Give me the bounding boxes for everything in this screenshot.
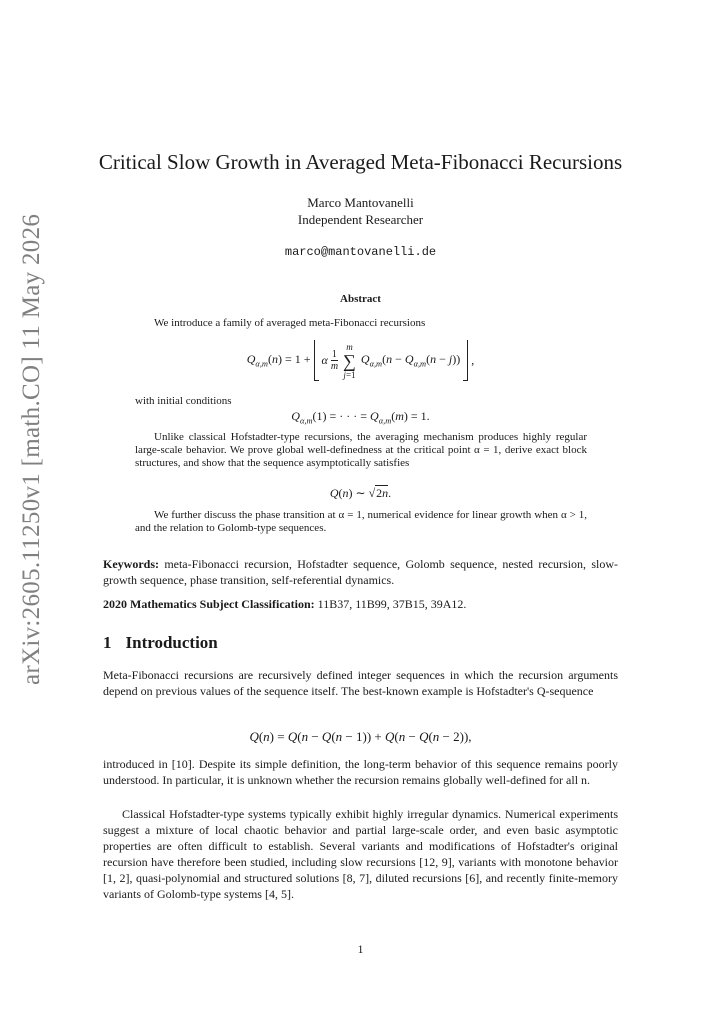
paper-title: Critical Slow Growth in Averaged Meta-Fibonacci Recursions <box>98 150 623 174</box>
msc-text: 11B37, 11B99, 37B15, 39A12. <box>317 597 467 611</box>
intro-paragraph-2: introduced in [10]. Despite its simple definition, the long-term behavior of this sequence remains poorly understood. In particular, it is unknown whether the recursion remains globally well-defined for all n. <box>103 757 618 787</box>
initial-conditions-equation: $Q_{\alpha,m}(1)$ = · · · = $Q_{\alpha,m}(m) = 1$. <box>291 409 430 426</box>
msc-classification <box>103 596 618 612</box>
author-affiliation: Independent Researcher <box>297 212 424 227</box>
section-number: 1 <box>103 633 112 652</box>
section-title: Introduction <box>125 633 218 652</box>
abstract-heading: Abstract <box>340 293 381 305</box>
intro-paragraph-3: Classical Hofstadter-type systems typically exhibit highly irregular dynamics. Numerical experiments suggest a mixture of local chaotic behavior and partial large-scale order, and even basic asymptotic properties are often difficult to establish. Several variants and modifications of Hofstadter's original recursion have therefore been studied, including slow recursions [12, 9], variants with monotone behavior [1, 2], quasi-polynomial and structured solutions [8, 7], diluted recursions [6], and recently finite-memory variants of Golomb-type systems [4, 5]. <box>103 807 618 901</box>
floor-right-bracket <box>463 340 468 381</box>
msc-label: 2020 Mathematics Subject Classification: <box>103 597 315 611</box>
keywords-text: meta-Fibonacci recursion, Hofstadter sequence, Golomb sequence, nested recursion, slow-growth sequence, phase transition, self-referential dynamics. <box>103 557 618 587</box>
arxiv-identifier: arXiv:2605.11250v1 [math.CO] 11 May 2026 <box>18 213 45 685</box>
intro-paragraph-1: Meta-Fibonacci recursions are recursively defined integer sequences in which the recursion arguments depend on previous values of the sequence itself. The best-known example is Hofstadter's Q-sequence <box>103 668 618 698</box>
initial-conditions-label: with initial conditions <box>135 395 232 407</box>
abstract-body-2: We further discuss the phase transition at α = 1, numerical evidence for linear growth when α > 1, and the relation to Golomb-type sequences. <box>135 509 587 534</box>
keywords-label: Keywords: <box>103 557 159 571</box>
abstract-body-1: Unlike classical Hofstadter-type recursions, the averaging mechanism produces highly regular large-scale behavior. We prove global well-definedness at the critical point α = 1, derive exact block structures, and show that the sequence asymptotically satisfies <box>135 431 587 469</box>
section-heading <box>103 633 218 653</box>
page-number: 1 <box>357 942 364 956</box>
author-name: Marco Mantovanelli <box>307 195 414 210</box>
author-email[interactable]: marco@mantovanelli.de <box>284 245 437 259</box>
hofstadter-equation: Q(n) = Q(n − Q(n − 1)) + Q(n − Q(n − 2)), <box>249 729 472 744</box>
floor-left-bracket <box>314 340 319 381</box>
asymptotic-equation: Q(n) ∼ √2n. <box>329 486 392 500</box>
abstract-intro: We introduce a family of averaged meta-Fibonacci recursions <box>154 317 426 329</box>
keywords <box>103 556 618 588</box>
recursion-equation: $Q_{\alpha,m}(n) = 1 + \alpha$ $\frac{1}{m}$ m ∑ j=1 $Q_{\alpha,m}(n - Q_{\alpha,m}(n - j))$ , <box>246 341 475 380</box>
